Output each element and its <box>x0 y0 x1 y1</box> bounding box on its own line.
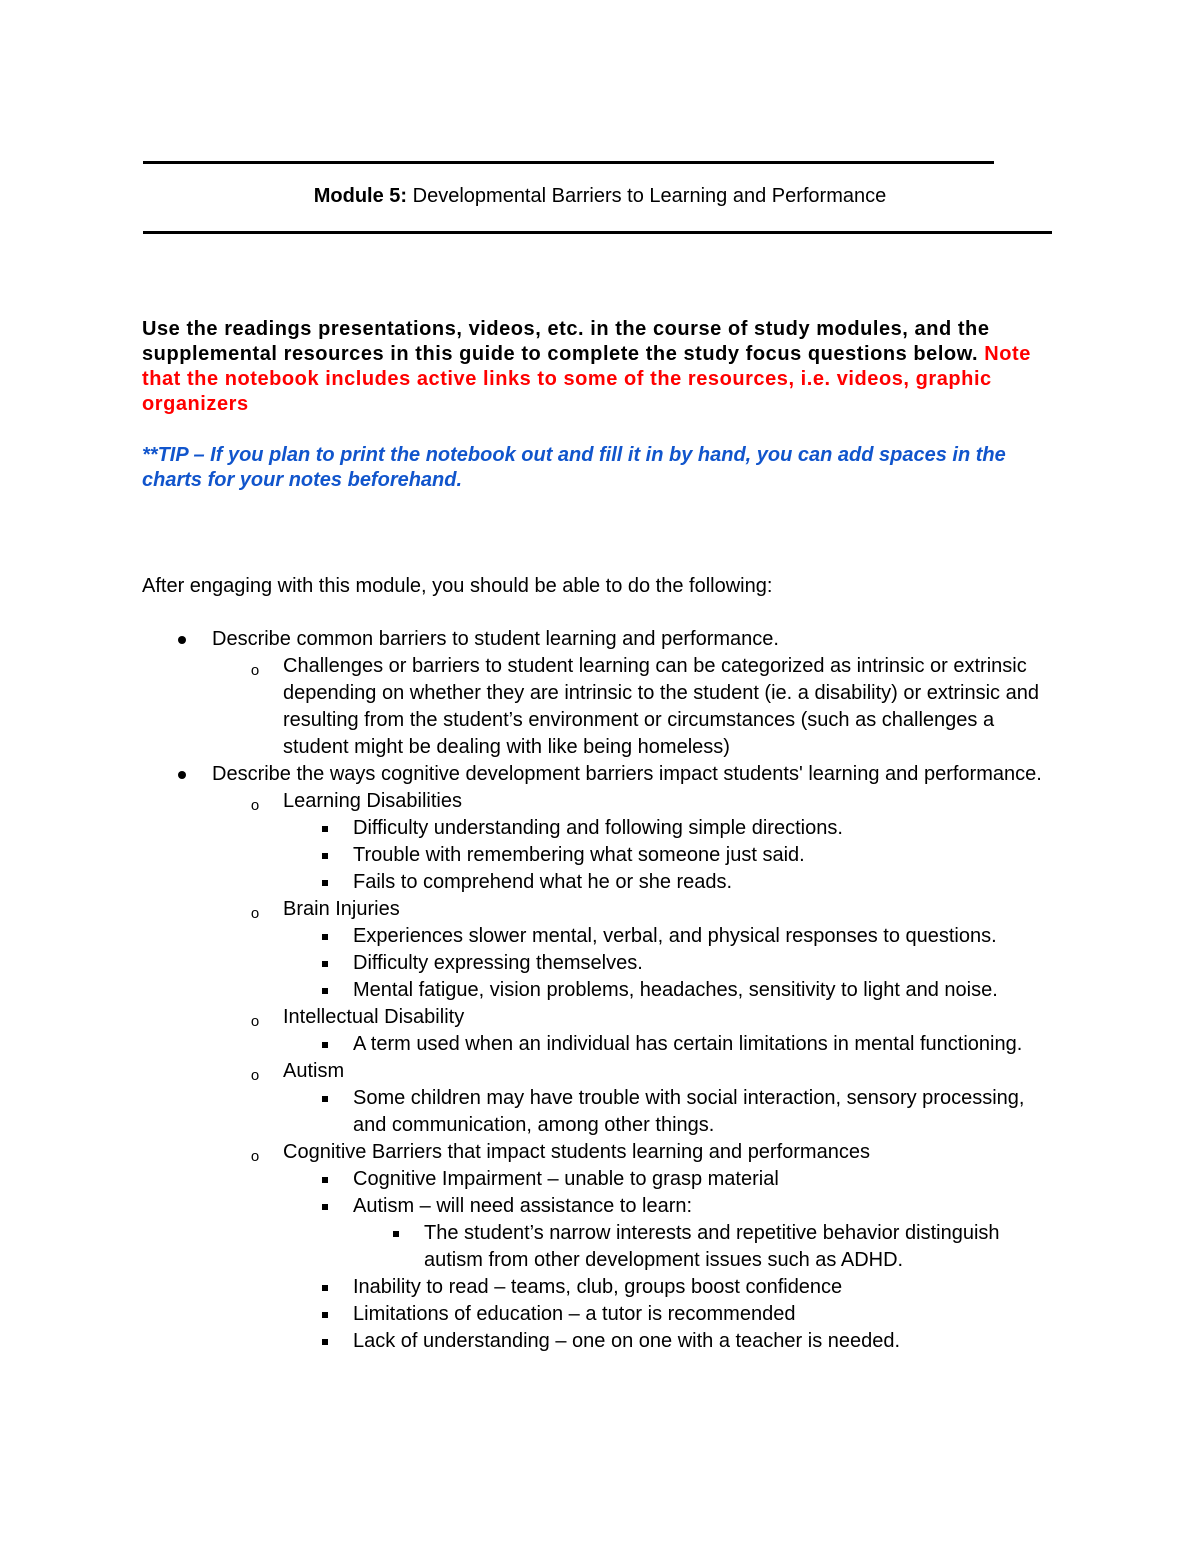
bullet-square-icon <box>317 1166 333 1193</box>
bullet-circle-icon: o <box>250 1148 260 1165</box>
bullet-circle-icon: o <box>250 1013 260 1030</box>
outline-item-level-4 <box>424 1220 1054 1274</box>
outline-item-level-3 <box>353 815 1053 842</box>
instructions-text: Use the readings presentations, videos, etc. in the course of study modules, and the supplemental resources in this guide to complete the study focus questions below. <box>142 318 990 365</box>
bullet-circle-icon: o <box>250 797 260 814</box>
objectives-outline <box>0 626 1200 1355</box>
bullet-square-icon <box>317 869 333 896</box>
outline-item-text: Inability to read – teams, club, groups boost confidence <box>353 1276 843 1298</box>
outline-item-text: The student’s narrow interests and repetitive behavior distinguish autism from other development issues such as ADHD. <box>424 1222 1000 1271</box>
outline-item-text: Mental fatigue, vision problems, headaches, sensitivity to light and noise. <box>353 979 998 1001</box>
outline-item-level-2 <box>250 788 1063 815</box>
horizontal-rule-top <box>143 161 994 164</box>
outline-item-text: A term used when an individual has certain limitations in mental functioning. <box>353 1033 1023 1055</box>
outline-item-text: Experiences slower mental, verbal, and physical responses to questions. <box>353 925 997 947</box>
outline-item-level-3 <box>353 869 1053 896</box>
outline-item-level-2 <box>250 1139 1063 1166</box>
bullet-square-icon <box>317 815 333 842</box>
outline-item-level-3 <box>353 1193 1053 1220</box>
outline-item-text: Difficulty understanding and following simple directions. <box>353 817 843 839</box>
outline-item-level-3 <box>353 1031 1053 1058</box>
outline-item-text: Some children may have trouble with social interaction, sensory processing, and communication, among other things. <box>353 1087 1025 1136</box>
objectives-intro: After engaging with this module, you should be able to do the following: <box>142 575 773 597</box>
outline-item-text: Challenges or barriers to student learning can be categorized as intrinsic or extrinsic depending on whether they are intrinsic to the student (ie. a disability) or extrinsic and resulting from the student’s environment or circumstances (such as challenges a student might be dealing with like being homeless) <box>283 655 1039 758</box>
instructions-note: Note that the notebook includes active links to some of the resources, i.e. videos, graphic organizers <box>142 343 1031 415</box>
module-heading <box>0 184 1200 208</box>
bullet-square-icon <box>317 1193 333 1220</box>
bullet-square-icon <box>317 923 333 950</box>
bullet-square-icon <box>317 1085 333 1112</box>
outline-item-text: Cognitive Barriers that impact students learning and performances <box>283 1141 870 1163</box>
outline-item-level-3 <box>353 977 1053 1004</box>
instructions-paragraph <box>142 317 1062 417</box>
module-title: Developmental Barriers to Learning and Performance <box>407 185 887 207</box>
outline-item-text: Cognitive Impairment – unable to grasp material <box>353 1168 779 1190</box>
outline-item-text: Trouble with remembering what someone just said. <box>353 844 805 866</box>
outline-item-text: Limitations of education – a tutor is recommended <box>353 1303 796 1325</box>
bullet-square-icon <box>317 842 333 869</box>
outline-item-level-3 <box>353 923 1053 950</box>
bullet-square-icon <box>317 977 333 1004</box>
outline-item-level-3 <box>353 1166 1053 1193</box>
outline-item-text: Intellectual Disability <box>283 1006 465 1028</box>
horizontal-rule-bottom <box>143 231 1052 234</box>
outline-item-level-3 <box>353 1328 1053 1355</box>
outline-item-text: Brain Injuries <box>283 898 400 920</box>
outline-item-level-3 <box>353 1301 1053 1328</box>
bullet-circle-icon: o <box>250 662 260 679</box>
bullet-square-icon <box>317 1031 333 1058</box>
outline-item-level-3 <box>353 1085 1053 1139</box>
outline-item-level-2 <box>250 653 1063 761</box>
outline-item-text: Lack of understanding – one on one with a teacher is needed. <box>353 1330 901 1352</box>
outline-item-text: Learning Disabilities <box>283 790 462 812</box>
bullet-square-icon <box>388 1220 404 1247</box>
outline-item-level-1 <box>212 761 1062 788</box>
module-label: Module 5: <box>313 185 408 207</box>
outline-item-text: Autism – will need assistance to learn: <box>353 1195 693 1217</box>
bullet-circle-icon: o <box>250 905 260 922</box>
bullet-dot-icon <box>172 626 192 653</box>
bullet-square-icon <box>317 950 333 977</box>
outline-item-level-2 <box>250 896 1063 923</box>
outline-item-level-2 <box>250 1004 1063 1031</box>
outline-item-text: Fails to comprehend what he or she reads. <box>353 871 733 893</box>
outline-item-level-3 <box>353 950 1053 977</box>
outline-item-text: Autism <box>283 1060 345 1082</box>
outline-item-level-3 <box>353 842 1053 869</box>
outline-item-text: Describe the ways cognitive development barriers impact students' learning and performance. <box>212 763 1042 785</box>
bullet-square-icon <box>317 1301 333 1328</box>
bullet-circle-icon: o <box>250 1067 260 1084</box>
outline-item-level-3 <box>353 1274 1053 1301</box>
outline-item-text: Describe common barriers to student learning and performance. <box>212 628 779 650</box>
outline-item-level-1 <box>212 626 1062 653</box>
bullet-square-icon <box>317 1328 333 1355</box>
tip-paragraph: **TIP – If you plan to print the notebook out and fill it in by hand, you can add spaces in the charts for your notes beforehand. <box>142 444 1006 491</box>
outline-item-level-2 <box>250 1058 1063 1085</box>
outline-item-text: Difficulty expressing themselves. <box>353 952 643 974</box>
bullet-dot-icon <box>172 761 192 788</box>
bullet-square-icon <box>317 1274 333 1301</box>
